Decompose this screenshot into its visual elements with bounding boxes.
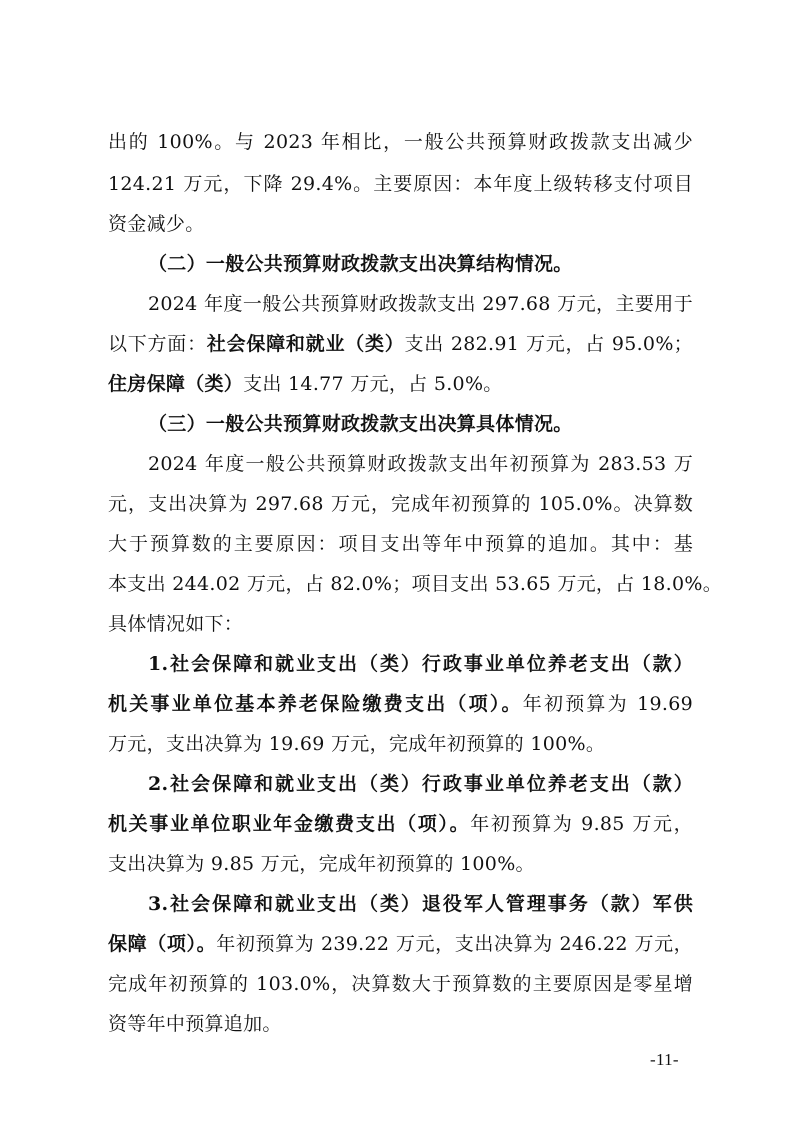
paragraph-line: 资等年中预算追加。 — [108, 1013, 282, 1035]
text-run: 年初预算为 19.69 — [522, 693, 693, 715]
paragraph-line: 2024 年度一般公共预算财政拨款支出年初预算为 283.53 万 — [148, 453, 693, 475]
paragraph-line: 完成年初预算的 103.0%，决算数大于预算数的主要原因是零星增 — [108, 973, 693, 995]
paragraph-line: 2024 年度一般公共预算财政拨款支出 297.68 万元，主要用于 — [148, 293, 693, 315]
bold-term: 住房保障（类） — [108, 373, 244, 395]
paragraph-line: 本支出 244.02 万元，占 82.0%；项目支出 53.65 万元，占 18.0%。 — [108, 573, 723, 595]
item-heading: 3.社会保障和就业支出（类）退役军人管理事务（款）军供 — [148, 893, 693, 915]
paragraph-line: 万元，支出决算为 19.69 万元，完成年初预算的 100%。 — [108, 733, 606, 755]
paragraph-line: 具体情况如下： — [108, 613, 244, 635]
item-heading: 2.社会保障和就业支出（类）行政事业单位养老支出（款） — [148, 773, 693, 795]
paragraph-line: 资金减少。 — [108, 213, 205, 235]
paragraph-line — [108, 810, 693, 838]
paragraph-line — [108, 370, 693, 398]
paragraph-line — [108, 930, 693, 958]
paragraph-line: 大于预算数的主要原因：项目支出等年中预算的追加。其中：基 — [108, 533, 693, 555]
text-run: 支出 282.91 万元，占 95.0%； — [404, 333, 693, 355]
text-run: 年初预算为 239.22 万元，支出决算为 246.22 万元， — [216, 933, 693, 955]
paragraph-line: 出的 100%。与 2023 年相比，一般公共预算财政拨款支出减少 — [108, 131, 693, 153]
bold-term: 机关事业单位职业年金缴费支出（项）。 — [108, 813, 471, 835]
section-heading: （二）一般公共预算财政拨款支出决算结构情况。 — [148, 253, 573, 275]
paragraph-line: 124.21 万元，下降 29.4%。主要原因：本年度上级转移支付项目 — [108, 173, 693, 195]
text-run: 以下方面： — [108, 333, 207, 355]
paragraph-line: 元，支出决算为 297.68 万元，完成年初预算的 105.0%。决算数 — [108, 493, 693, 515]
paragraph-line — [108, 330, 693, 358]
item-heading: 1.社会保障和就业支出（类）行政事业单位养老支出（款） — [148, 653, 693, 675]
text-run: 年初预算为 9.85 万元， — [470, 813, 693, 835]
text-run: 支出 14.77 万元，占 5.0%。 — [243, 373, 503, 395]
bold-term: 机关事业单位基本养老保险缴费支出（项）。 — [108, 693, 523, 715]
bold-term: 保障（项）。 — [108, 933, 217, 955]
section-heading: （三）一般公共预算财政拨款支出决算具体情况。 — [148, 413, 573, 435]
page-number: -11- — [650, 1050, 679, 1069]
bold-term: 社会保障和就业（类） — [206, 333, 405, 355]
paragraph-line — [108, 690, 693, 718]
paragraph-line: 支出决算为 9.85 万元，完成年初预算的 100%。 — [108, 853, 535, 875]
